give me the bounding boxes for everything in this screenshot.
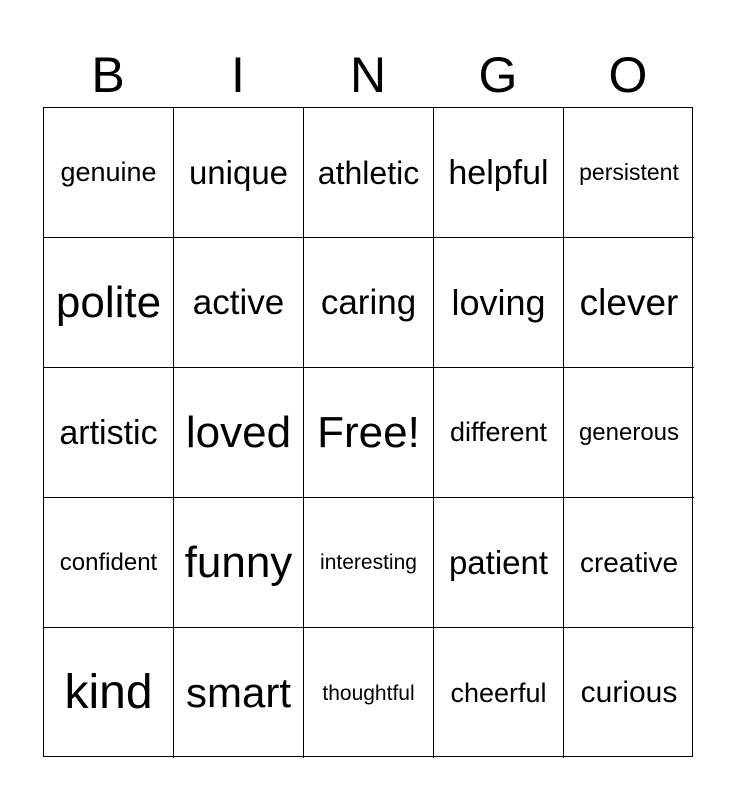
header-letter-i: I xyxy=(231,47,245,103)
bingo-card-grid xyxy=(43,107,693,757)
cell-label: caring xyxy=(320,283,417,322)
bingo-cell[interactable] xyxy=(564,108,694,238)
cell-label: loved xyxy=(185,407,292,457)
bingo-cell[interactable] xyxy=(304,498,434,628)
bingo-cell[interactable] xyxy=(44,498,174,628)
cell-label: helpful xyxy=(448,153,549,192)
bingo-cell[interactable] xyxy=(434,628,564,758)
cell-label: creative xyxy=(579,546,679,578)
cell-label: artistic xyxy=(59,413,158,452)
bingo-cell[interactable] xyxy=(174,628,304,758)
bingo-cell[interactable] xyxy=(44,628,174,758)
bingo-cell free-space[interactable] xyxy=(304,368,434,498)
bingo-cell[interactable] xyxy=(174,108,304,238)
bingo-header xyxy=(43,44,693,106)
header-letter-b: B xyxy=(91,47,125,103)
bingo-cell[interactable] xyxy=(564,368,694,498)
bingo-cell[interactable] xyxy=(174,368,304,498)
header-letter-n: N xyxy=(349,47,387,103)
cell-label: funny xyxy=(184,537,293,587)
cell-label: generous xyxy=(578,418,680,446)
cell-label: confident xyxy=(59,548,158,576)
cell-label: interesting xyxy=(320,551,417,574)
header-letter-g: G xyxy=(478,47,518,103)
bingo-cell[interactable] xyxy=(434,108,564,238)
cell-label: polite xyxy=(55,277,162,327)
cell-label: curious xyxy=(580,676,678,709)
cell-label: genuine xyxy=(60,157,157,187)
bingo-cell[interactable] xyxy=(304,238,434,368)
bingo-cell[interactable] xyxy=(434,238,564,368)
header-letter-o: O xyxy=(608,47,648,103)
cell-label: thoughtful xyxy=(322,681,415,705)
cell-label: smart xyxy=(186,669,291,716)
cell-label: persistent xyxy=(579,159,679,185)
cell-label: patient xyxy=(448,544,549,581)
cell-label: kind xyxy=(64,666,153,719)
cell-label: active xyxy=(192,283,285,322)
bingo-cell[interactable] xyxy=(434,498,564,628)
bingo-cell[interactable] xyxy=(564,498,694,628)
cell-label: Free! xyxy=(317,407,420,457)
cell-label: different xyxy=(449,417,548,447)
bingo-cell[interactable] xyxy=(304,108,434,238)
bingo-cell[interactable] xyxy=(304,628,434,758)
cell-label: cheerful xyxy=(450,677,547,708)
bingo-cell[interactable] xyxy=(434,368,564,498)
bingo-cell[interactable] xyxy=(174,498,304,628)
cell-label: clever xyxy=(579,282,679,323)
bingo-cell[interactable] xyxy=(44,238,174,368)
bingo-cell[interactable] xyxy=(564,238,694,368)
cell-label: athletic xyxy=(317,154,420,191)
bingo-cell[interactable] xyxy=(44,368,174,498)
bingo-cell[interactable] xyxy=(564,628,694,758)
cell-label: unique xyxy=(188,154,289,191)
cell-label: loving xyxy=(451,281,546,323)
bingo-cell[interactable] xyxy=(44,108,174,238)
bingo-cell[interactable] xyxy=(174,238,304,368)
